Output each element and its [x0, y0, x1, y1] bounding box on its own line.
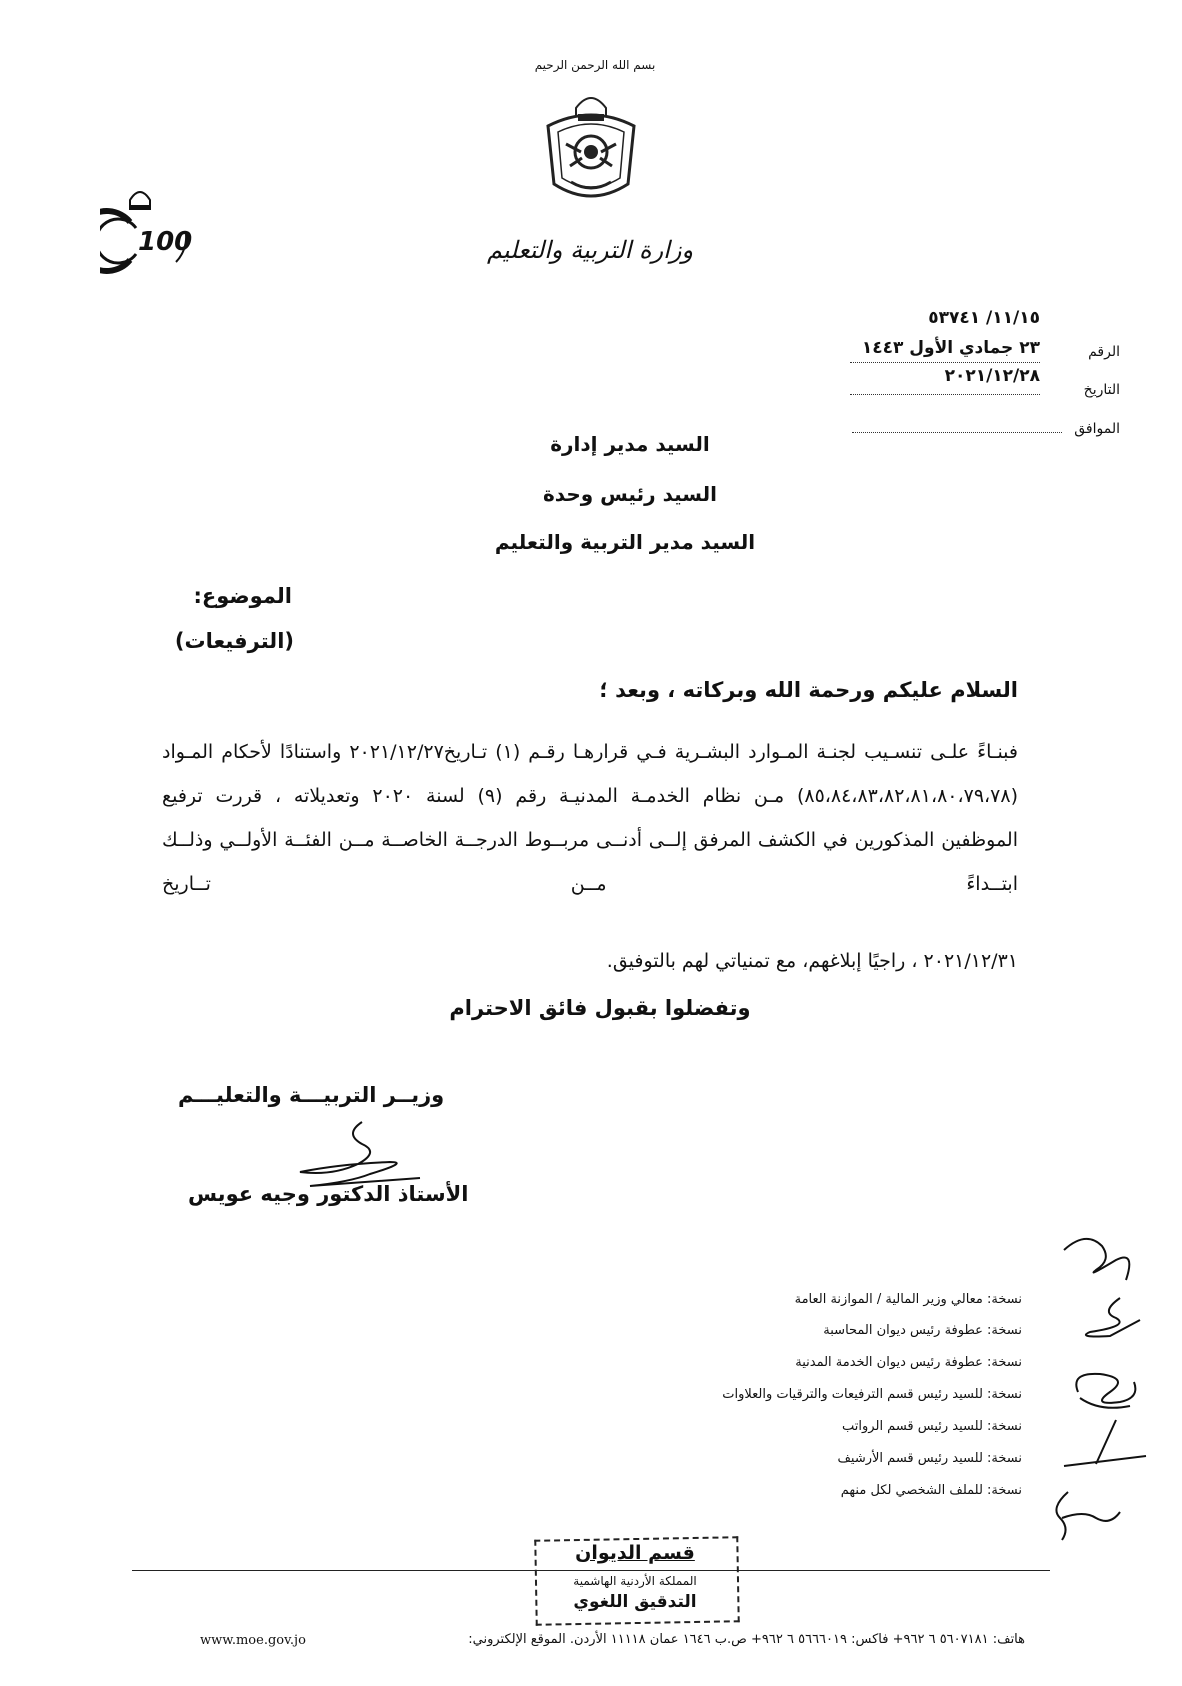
handwritten-initials-2 [1060, 1292, 1150, 1348]
copy-line-4: نسخة: للسيد رئيس قسم الترفيعات والترقيات والعلاوات [722, 1387, 1022, 1402]
coat-of-arms-icon [536, 86, 646, 208]
date-line [850, 394, 1040, 395]
copy-line-6: نسخة: للسيد رئيس قسم الأرشيف [837, 1451, 1022, 1466]
greeting: السلام عليكم ورحمة الله وبركاته ، وبعد ؛ [599, 678, 1018, 702]
subject-value: (الترفيعات) [174, 629, 294, 653]
copy-line-5: نسخة: للسيد رئيس قسم الرواتب [842, 1419, 1022, 1434]
copy-line-2: نسخة: عطوفة رئيس ديوان المحاسبة [823, 1323, 1022, 1338]
handwritten-initials-1 [1056, 1230, 1146, 1286]
copy-line-1: نسخة: معالي وزير المالية / الموازنة العامة [794, 1292, 1022, 1307]
centenary-number: 100 [138, 227, 193, 257]
signer-title: وزيــر التربيـــة والتعليـــم [178, 1083, 445, 1107]
corresponding-label: الموافق [1074, 421, 1120, 437]
stamp-line-2: المملكة الأردنية الهاشمية [573, 1574, 697, 1588]
archive-stamp [535, 1530, 735, 1630]
reference-number: ١١/١٥/ ٥٣٧٤١ [928, 308, 1040, 328]
footer-contact: هاتف: ٥٦٠٧١٨١ ٦ ٩٦٢+ فاكس: ٥٦٦٦٠١٩ ٦ ٩٦٢+ ص.ب ١٦٤٦ عمان ١١١١٨ الأردن. الموقع الإلكتروني: [468, 1632, 1025, 1647]
addressee-2: السيد رئيس وحدة [542, 482, 718, 506]
copy-line-3: نسخة: عطوفة رئيس ديوان الخدمة المدنية [795, 1355, 1022, 1370]
handwritten-initials-4 [1060, 1418, 1150, 1474]
addressee-3: السيد مدير التربية والتعليم [494, 530, 756, 554]
body-last-line: ٢٠٢١/١٢/٣١ ، راجيًا إبلاغهم، مع تمنياتي لهم بالتوفيق. [606, 950, 1018, 972]
copy-line-7: نسخة: للملف الشخصي لكل منهم [840, 1483, 1022, 1498]
stamp-line-3: التدقيق اللغوي [573, 1592, 697, 1612]
centenary-logo-icon [100, 180, 210, 280]
reference-line [850, 362, 1040, 363]
handwritten-initials-3 [1060, 1362, 1150, 1418]
handwritten-initials-5 [1040, 1488, 1130, 1544]
date-label: التاريخ [1083, 382, 1120, 398]
basmala: بسم الله الرحمن الرحيم [534, 58, 656, 72]
closing: وتفضلوا بقبول فائق الاحترام [449, 996, 751, 1020]
gregorian-date: ٢٠٢١/١٢/٢٨ [944, 366, 1040, 386]
subject-label: الموضوع: [193, 584, 292, 608]
ministry-header: وزارة التربية والتعليم [486, 236, 694, 264]
signer-name: الأستاذ الدكتور وجيه عويس [188, 1182, 469, 1206]
footer-website-link[interactable]: www.moe.gov.jo [200, 1633, 306, 1648]
reference-number-label: الرقم [1088, 344, 1120, 360]
addressee-1: السيد مدير إدارة [550, 432, 710, 456]
body-paragraph: فبنـاءً علـى تنسـيب لجنـة المـوارد البشـرية فـي قرارهـا رقـم (١) تـاريخ٢٠٢١/١٢/٢٧ واستنادًا لأحكام المـواد (٨٥،٨٤،٨٣،٨٢،٨١،٨٠،٧٩،٧٨) مـن نظام الخدمـة المدنيـة رقم (٩) لسنة ٢٠٢٠ وتعديلاته ، قررت ترفيع الموظفين المذكورين في الكشف المرفق إلــى أدنــى مربــوط الدرجــة الخاصــة مــن الفئــة الأولــي وذلــك ابتــداءً مــن تــاريخ [162, 741, 1018, 895]
hijri-date: ٢٣ جمادي الأول ١٤٤٣ [861, 338, 1040, 358]
corresponding-line [852, 432, 1062, 433]
stamp-line-1: قسم الديوان [575, 1542, 695, 1564]
